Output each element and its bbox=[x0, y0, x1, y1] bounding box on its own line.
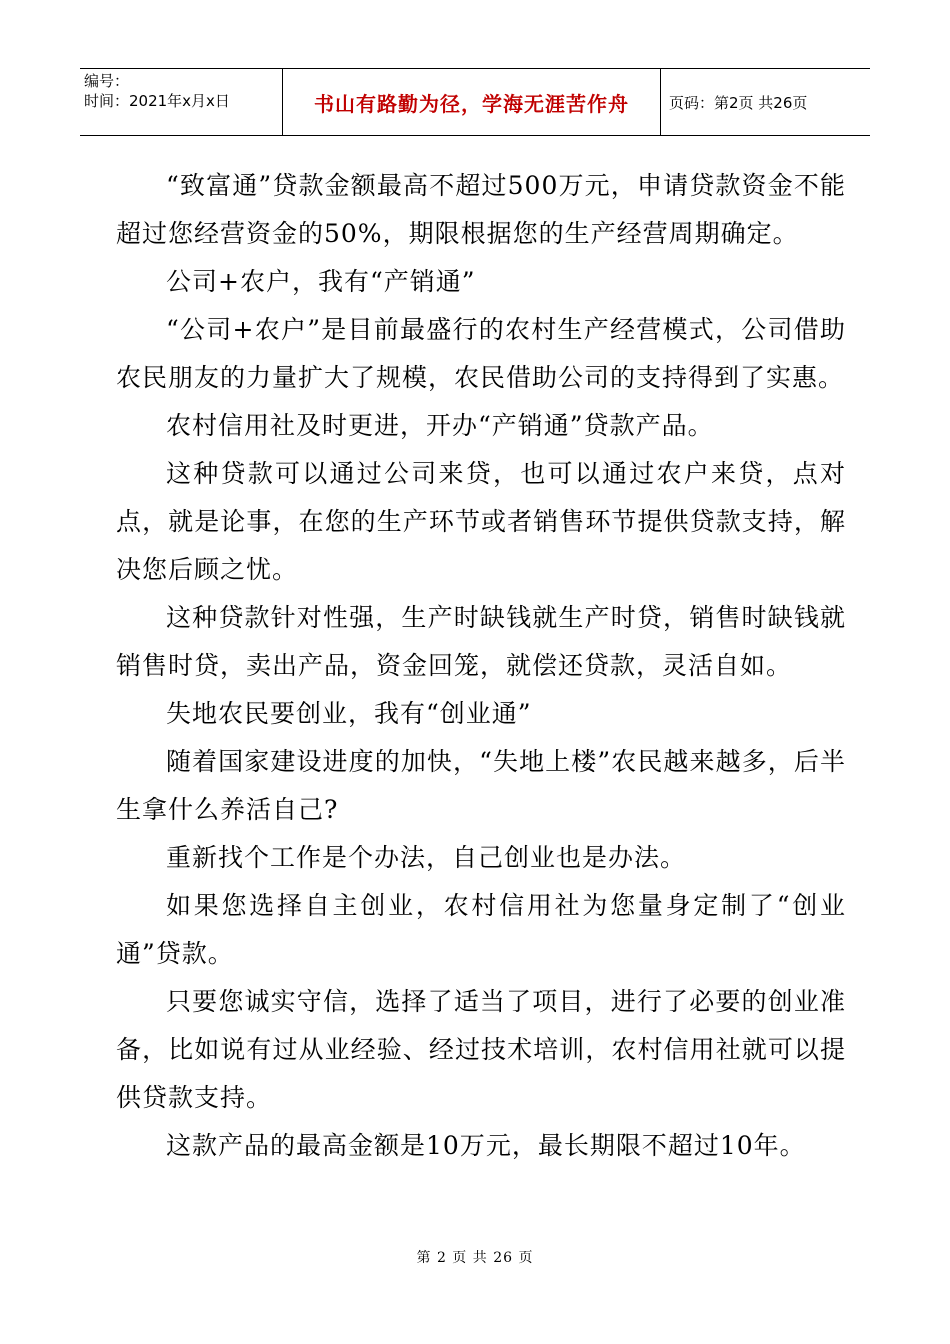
paragraph: 随着国家建设进度的加快，“失地上楼”农民越来越多，后半生拿什么养活自己? bbox=[116, 747, 846, 824]
section-heading: 公司+农户，我有“产销通” bbox=[166, 267, 476, 296]
paragraph: 这种贷款针对性强，生产时缺钱就生产时贷，销售时缺钱就销售时贷，卖出产品，资金回笼，就偿还贷款，灵活自如。 bbox=[116, 603, 846, 680]
page-footer: 第 2 页 共 26 页 bbox=[416, 1250, 534, 1266]
paragraph: 这款产品的最高金额是10万元，最长期限不超过10年。 bbox=[166, 1131, 806, 1160]
header-motto: 书山有路勤为径，学海无涯苦作舟 bbox=[283, 69, 661, 135]
paragraph: “致富通”贷款金额最高不超过500万元，申请贷款资金不能超过您经营资金的50%，期限根据您的生产经营周期确定。 bbox=[116, 171, 846, 248]
header-page-info: 页码：第2页 共26页 bbox=[669, 93, 808, 112]
paragraph: “公司+农户”是目前最盛行的农村生产经营模式，公司借助农民朋友的力量扩大了规模，农民借助公司的支持得到了实惠。 bbox=[116, 315, 846, 392]
number-label: 编号： bbox=[84, 72, 130, 90]
paragraph: 重新找个工作是个办法，自己创业也是办法。 bbox=[166, 843, 687, 872]
paragraph: 农村信用社及时更进，开办“产销通”贷款产品。 bbox=[166, 411, 714, 440]
paragraph: 如果您选择自主创业，农村信用社为您量身定制了“创业通”贷款。 bbox=[116, 891, 846, 968]
document-body bbox=[116, 162, 846, 1170]
paragraph: 只要您诚实守信，选择了适当了项目，进行了必要的创业准备，比如说有过从业经验、经过技术培训，农村信用社就可以提供贷款支持。 bbox=[116, 987, 846, 1112]
time-label: 时间：2021年x月x日 bbox=[84, 92, 230, 110]
section-heading: 失地农民要创业，我有“创业通” bbox=[166, 699, 532, 728]
paragraph: 这种贷款可以通过公司来贷，也可以通过农户来贷，点对点，就是论事，在您的生产环节或者销售环节提供贷款支持，解决您后顾之忧。 bbox=[116, 459, 846, 584]
header-meta bbox=[80, 69, 283, 135]
page-header bbox=[80, 68, 870, 136]
